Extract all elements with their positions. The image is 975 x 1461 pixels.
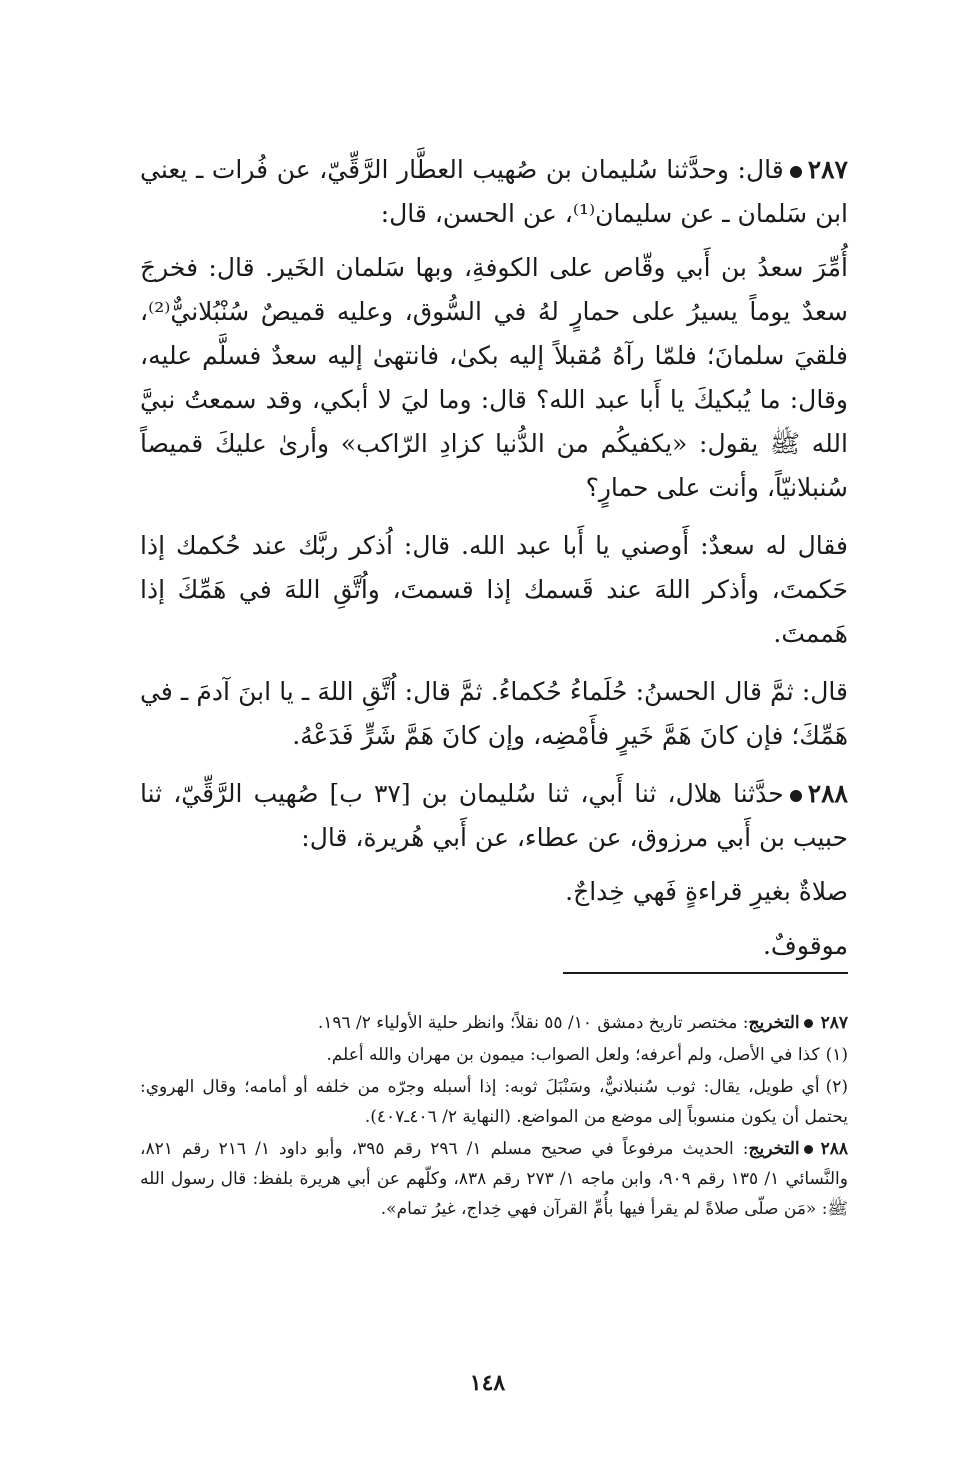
footnote-text: : مختصر تاريخ دمشق ١٠/ ٥٥ نقلاً؛ وانظر حلية الأولياء ٢/ ١٩٦.	[317, 1013, 749, 1033]
footnote-title: التخريج	[748, 1139, 800, 1159]
hadith-287-text-3: قال: ثمَّ قال الحسنُ: حُلَماءُ حُكماءُ. ثمَّ قال: اُتَّقِ اللهَ ـ يا ابنَ آدمَ ـ في هَمِّكَ؛ فإن كانَ هَمَّ خَيرٍ فأَمْضِه، وإن كانَ هَمَّ شَرٍّ فَدَعْهُ.	[140, 677, 848, 750]
footnote-label: ٢٨٨	[820, 1139, 848, 1159]
hadith-288-chain: حدَّثنا هلال، ثنا أَبي، ثنا سُليمان بن [٣٧ ب] صُهيب الرَّقِّيّ، ثنا حبيب بن أَبي مرزوق، عن عطاء، عن أَبي هُريرة، قال:	[140, 779, 848, 852]
footnotes	[140, 1008, 848, 1226]
footnote-label: (١)	[825, 1045, 848, 1065]
footnote-divider	[563, 972, 848, 974]
hadith-288-text-1: صلاةٌ بغيرِ قراءةٍ فَهي خِداجٌ.	[565, 877, 848, 906]
footnote-1	[140, 1040, 848, 1070]
footnote-287	[140, 1008, 848, 1038]
footnote-text: كذا في الأصل، ولم أعرفه؛ ولعل الصواب: ميمون بن مهران والله أعلم.	[326, 1045, 820, 1065]
hadith-number: ٢٨٧	[807, 155, 848, 184]
hadith-288-intro	[140, 772, 848, 860]
hadith-number: ٢٨٨	[807, 779, 848, 808]
hadith-287-text-2: فقال له سعدٌ: أَوصني يا أَبا عبد الله. قال: اُذكر ربَّك عند حُكمك إذا حَكمتَ، وأذكر اللهَ عند قَسمك إذا قسمتَ، واُتَّقِ اللهَ في هَمِّكَ إذا هَممتَ.	[140, 531, 848, 648]
footnote-label: (٢)	[825, 1077, 848, 1097]
footnote-title: التخريج	[748, 1013, 800, 1033]
hadith-287-intro	[140, 148, 848, 236]
bullet-icon	[790, 790, 802, 802]
footnote-label: ٢٨٧	[820, 1013, 848, 1033]
bullet-icon	[790, 166, 802, 178]
hadith-287-text-1: أُمِّرَ سعدُ بن أَبي وقّاص على الكوفةِ، وبها سَلمان الخَير. قال: فخرجَ سعدٌ يوماً يسيرُ على حمارٍ لهُ في السُّوق، وعليه قميصٌ سُنْبُلانيٌّ⁽²⁾، فلقيَ سلمانَ؛ فلمّا رآهُ مُقبلاً إليه بكىٰ، فانتهىٰ إليه سعدٌ فسلَّم عليه، وقال: ما يُبكيكَ يا أَبا عبد الله؟ قال: وما ليَ لا أبكي، وقد سمعتُ نبيَّ الله ﷺ يقول: «يكفيكُم من الدُّنيا كزادِ الرّاكب» وأرىٰ عليكَ قميصاً سُنبلانيّاً، وأنت على حمارٍ؟	[140, 253, 848, 502]
footnote-288	[140, 1134, 848, 1224]
hadith-287-chain: قال: وحدَّثنا سُليمان بن صُهيب العطَّار الرَّقِّيّ، عن فُرات ـ يعني ابن سَلمان ـ عن سليمان⁽¹⁾، عن الحسن، قال:	[140, 155, 848, 228]
page-number: ١٤٨	[469, 1370, 506, 1396]
footnote-text: : الحديث مرفوعاً في صحيح مسلم ١/ ٢٩٦ رقم ٣٩٥، وأبو داود ١/ ٢١٦ رقم ٨٢١، والنَّسائي ١/ ١٣٥ رقم ٩٠٩، وابن ماجه ١/ ٢٧٣ رقم ٨٣٨، وكلّهم عن أبي هريرة بلفظ: قال رسول الله ﷺ: «مَن صلّى صلاةً لم يقرأ فيها بأُمِّ القرآن فهي خِداج، غيرُ تمام».	[140, 1139, 848, 1219]
footnote-2	[140, 1072, 848, 1132]
bullet-icon	[804, 1145, 813, 1154]
hadith-288-text-2: موقوفٌ.	[762, 931, 848, 960]
main-text	[140, 148, 848, 978]
bullet-icon	[804, 1019, 813, 1028]
footnote-text: أي طويل، يقال: ثوب سُنبلانيٌّ، وسَنْبَلَ ثوبه: إذا أسبله وجرّه من خلفه أو أمامه؛ وقال الهروي: يحتمل أن يكون منسوباً إلى موضع من المواضع. (النهاية ٢/ ٤٠٦ـ٤٠٧).	[140, 1077, 848, 1127]
